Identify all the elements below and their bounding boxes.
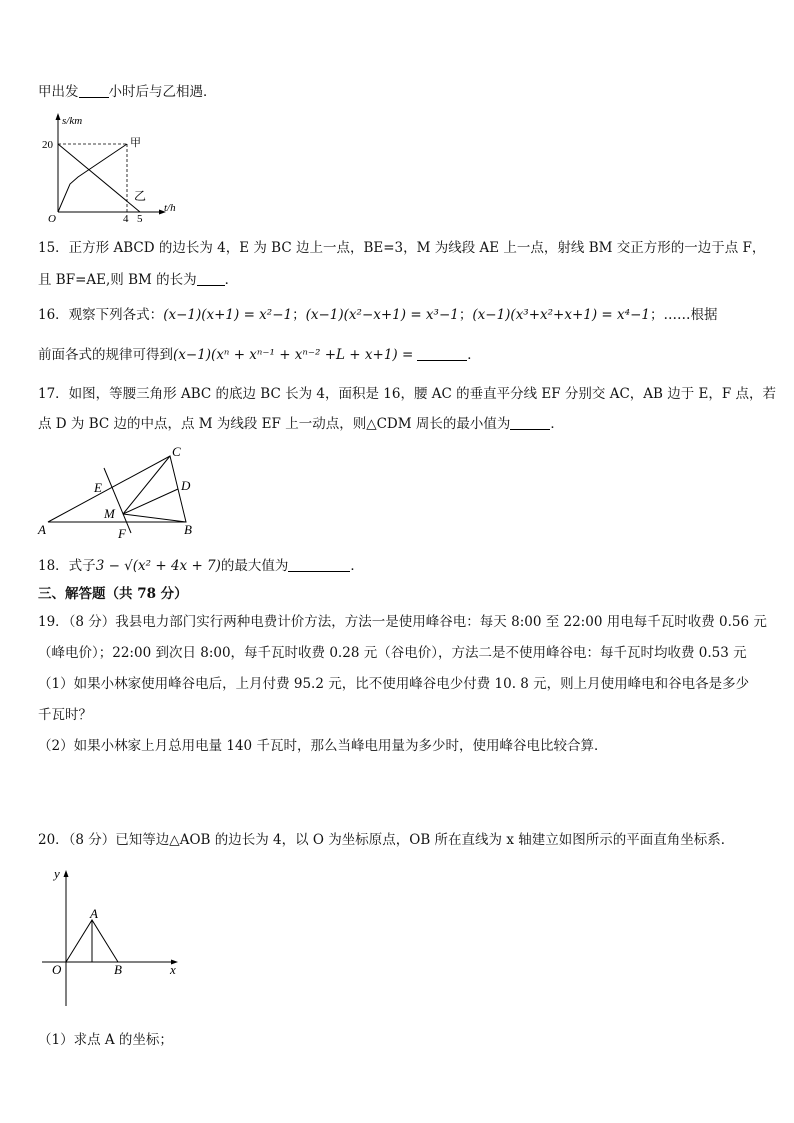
label-o: O xyxy=(52,962,62,977)
label-x: x xyxy=(170,962,176,977)
q19-line1: 19．（8 分）我县电力部门实行两种电费计价方法，方法一是使用峰谷电：每天 8:00 至 22:00 用电每千瓦时收费 0.56 元 xyxy=(38,614,767,630)
label-d: D xyxy=(181,478,191,493)
label-b: B xyxy=(114,962,122,977)
triangle-abc xyxy=(48,456,186,522)
figure-coordinate-triangle xyxy=(38,866,188,1011)
answer-blank xyxy=(288,557,350,572)
q14-text-after: 小时后与乙相遇． xyxy=(108,84,217,100)
q16-sep1: ； xyxy=(292,307,306,323)
segment-bm xyxy=(123,514,186,522)
y-axis-arrow xyxy=(56,113,61,120)
y-tick-20: 20 xyxy=(42,139,53,151)
label-a: A xyxy=(38,522,46,537)
origin-label: O xyxy=(48,213,56,225)
q20-sub1: （1）求点 A 的坐标； xyxy=(38,1032,173,1048)
q15-line1: 15．正方形 ABCD 的边长为 4，E 为 BC 边上一点，BE=3，M 为线段 AE 上一点，射线 BM 交正方形的一边于点 F， xyxy=(38,240,766,256)
q16-eq1: (x−1)(x+1) = x²−1 xyxy=(163,307,293,323)
q19-sub2: （2）如果小林家上月总用电量 140 千瓦时，那么当峰电用量为多少时，使用峰谷电比较合算． xyxy=(38,738,608,754)
q18-text-after: 的最大值为 xyxy=(220,558,289,574)
q16-expr: (x−1)(xⁿ + xⁿ⁻¹ + xⁿ⁻² +L + x+1) = xyxy=(173,347,414,363)
label-f: F xyxy=(118,526,126,541)
x-tick-4: 4 xyxy=(123,213,129,225)
q16-tail: ；……根据 xyxy=(649,307,718,323)
q18-end: ． xyxy=(350,558,364,574)
label-jia: 甲 xyxy=(130,137,141,149)
segment-cm xyxy=(123,456,170,514)
line-ef xyxy=(104,468,131,533)
q18 xyxy=(38,556,364,576)
y-axis-label: s/km xyxy=(62,115,83,127)
q16-eq3: (x−1)(x³+x²+x+1) = x⁴−1 xyxy=(472,307,650,323)
label-c: C xyxy=(172,444,181,459)
q16-line2 xyxy=(38,345,481,365)
q15-text-after: ． xyxy=(224,272,239,288)
label-e: E xyxy=(94,480,102,495)
q17-line1: 17．如图，等腰三角形 ABC 的底边 BC 长为 4，面积是 16，腰 AC 的垂直平分线 EF 分别交 AC，AB 边于 E，F 点，若 xyxy=(38,386,777,402)
q15-text-before: 且 BF=AE,则 BM 的长为 xyxy=(38,272,197,288)
section-heading: 三、解答题（共 78 分） xyxy=(38,586,188,602)
q18-text-before: 18．式子 xyxy=(38,558,96,574)
q18-expr: 3 − √(x² + 4x + 7) xyxy=(95,558,221,574)
answer-blank xyxy=(197,271,225,286)
q14-text-before: 甲出发 xyxy=(38,84,79,100)
q16-line2-after: ． xyxy=(467,347,481,363)
answer-blank xyxy=(510,415,550,430)
q16-sep2: ； xyxy=(458,307,473,323)
label-y: y xyxy=(54,866,60,881)
label-b: B xyxy=(184,522,192,537)
q16-eq2: (x−1)(x²−x+1) = x³−1 xyxy=(305,307,459,323)
x-tick-5: 5 xyxy=(137,213,143,225)
answer-blank xyxy=(417,346,467,361)
q19-sub1-line1: （1）如果小林家使用峰谷电后，上月付费 95.2 元，比不使用峰谷电少付费 10. 8 元，则上月使用峰电和谷电各是多少 xyxy=(38,676,750,692)
q17-text-before: 点 D 为 BC 边的中点，点 M 为线段 EF 上一动点，则△CDM 周长的最小值为 xyxy=(38,416,511,432)
q16-line2-before: 前面各式的规律可得到 xyxy=(38,347,173,363)
label-m: M xyxy=(104,506,115,521)
graph-distance-time xyxy=(36,112,186,224)
y-axis-arrow xyxy=(64,870,69,877)
line-yi xyxy=(58,144,140,212)
q14-tail xyxy=(38,82,217,102)
q16-intro: 16．观察下列各式： xyxy=(38,307,164,323)
x-axis-label: t/h xyxy=(164,202,176,214)
q16-line1 xyxy=(38,305,717,325)
figure-isosceles-triangle xyxy=(36,442,206,542)
segment-dm xyxy=(123,489,178,514)
q19-line2: （峰电价）；22:00 到次日 8:00，每千瓦时收费 0.28 元（谷电价），方法二是不使用峰谷电：每千瓦时均收费 0.53 元 xyxy=(38,645,747,661)
q17-line2 xyxy=(38,414,564,434)
line-jia xyxy=(58,144,127,212)
q17-text-after: ． xyxy=(550,416,564,432)
answer-blank xyxy=(79,83,109,98)
label-yi: 乙 xyxy=(134,189,147,203)
label-a: A xyxy=(90,906,98,921)
q20-line1: 20．（8 分）已知等边△AOB 的边长为 4，以 O 为坐标原点，OB 所在直线为 x 轴建立如图所示的平面直角坐标系． xyxy=(38,832,735,848)
q19-sub1-line2: 千瓦时？ xyxy=(38,707,92,723)
q15-line2 xyxy=(38,270,238,290)
